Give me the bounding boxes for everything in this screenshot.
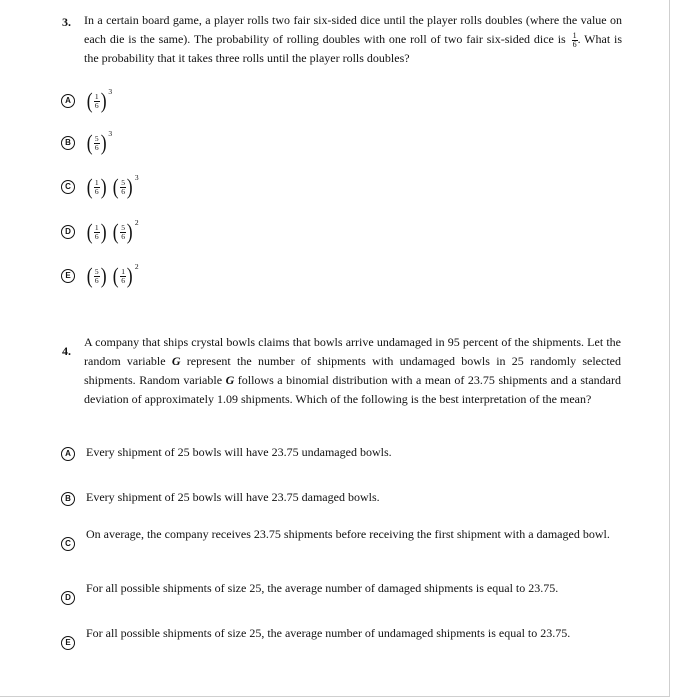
question-3-number: 3. (62, 15, 71, 29)
left-paren: ( (86, 174, 93, 199)
random-variable-g: G (171, 354, 181, 368)
choice-bubble-c[interactable]: C (61, 537, 75, 551)
fraction-numerator: 1 (121, 266, 125, 276)
choice-bubble-e[interactable]: E (61, 636, 75, 650)
fraction-term (112, 217, 139, 244)
fraction-denominator: 6 (94, 275, 99, 285)
right-paren: ) (127, 219, 134, 244)
fraction-numerator: 5 (94, 266, 99, 276)
fraction-denominator: 6 (121, 186, 125, 196)
choice-expression-a (86, 86, 116, 113)
fraction-denominator: 6 (94, 100, 99, 110)
right-paren: ) (100, 174, 107, 199)
choice-bubble-a[interactable]: A (61, 447, 75, 461)
choice-bubble-b[interactable]: B (61, 136, 75, 150)
fraction-numerator: 1 (94, 222, 99, 232)
fraction-numerator: 5 (94, 133, 99, 143)
choice-bubble-a[interactable]: A (61, 94, 75, 108)
left-paren: ( (86, 88, 93, 113)
fraction-term (86, 219, 108, 244)
fraction (120, 179, 126, 196)
fraction (120, 224, 126, 241)
question-3-text-part1: In a certain board game, a player rolls two fair six-sided dice until the player rolls doubles (where the value on each die is the same). The probability of rolling doubles with one roll of two fair six-sided dice is (84, 13, 622, 46)
question-4-text-c: follows a binomial distribution with a mean of 23.75 shipments and a standard deviation of approximately 1.09 shipments. Which of the following is the best interpretation of the mean? (84, 373, 621, 406)
choice-expression-c (86, 172, 143, 199)
exponent: 3 (134, 172, 139, 182)
exponent: 3 (108, 128, 113, 138)
choice-text-c: On average, the company receives 23.75 shipments before receiving the first shipment with a damaged bowl. (86, 527, 610, 541)
fraction-numerator: 1 (572, 30, 577, 40)
choice-text-d: For all possible shipments of size 25, the average number of damaged shipments is equal to 23.75. (86, 581, 559, 595)
fraction-denominator: 6 (94, 231, 99, 241)
fraction-numerator: 1 (94, 91, 99, 101)
choice-expression-d (86, 217, 143, 244)
left-paren: ( (86, 130, 93, 155)
fraction (94, 224, 100, 241)
fraction (120, 268, 126, 285)
fraction-term (112, 261, 139, 288)
choice-expression-e (86, 261, 143, 288)
fraction-term (86, 263, 108, 288)
question-4-number: 4. (62, 344, 71, 358)
fraction-denominator: 6 (94, 142, 99, 152)
fraction-denominator: 6 (572, 39, 577, 49)
fraction-denominator: 6 (121, 275, 125, 285)
right-paren: ) (100, 130, 107, 155)
left-paren: ( (113, 263, 120, 288)
left-paren: ( (113, 174, 120, 199)
fraction-numerator: 5 (121, 177, 125, 187)
choice-bubble-c[interactable]: C (61, 180, 75, 194)
left-paren: ( (86, 263, 93, 288)
exponent: 2 (134, 261, 139, 271)
exponent: 2 (134, 217, 139, 227)
right-paren: ) (127, 263, 134, 288)
choice-bubble-e[interactable]: E (61, 269, 75, 283)
question-3-text (84, 11, 622, 68)
fraction-term (112, 172, 139, 199)
fraction (94, 93, 100, 110)
fraction-term (86, 86, 113, 113)
fraction-denominator: 6 (94, 186, 99, 196)
question-4-text-a: A company that ships crystal bowls claims that bowls arrive undamaged in 95 percent of the shipments. Let the random variable (84, 335, 621, 368)
fraction-denominator: 6 (121, 231, 125, 241)
fraction (94, 135, 100, 152)
choice-expression-b (86, 128, 116, 155)
choice-text-b: Every shipment of 25 bowls will have 23.75 damaged bowls. (86, 490, 380, 504)
choice-text-e: For all possible shipments of size 25, the average number of undamaged shipments is equal to 23.75. (86, 626, 571, 640)
left-paren: ( (113, 219, 120, 244)
left-paren: ( (86, 219, 93, 244)
exponent: 3 (108, 86, 113, 96)
fraction-term (86, 174, 108, 199)
random-variable-g: G (225, 373, 235, 387)
choice-bubble-b[interactable]: B (61, 492, 75, 506)
right-paren: ) (127, 174, 134, 199)
fraction-term (86, 128, 113, 155)
fraction (94, 268, 100, 285)
question-4-text (84, 333, 621, 409)
fraction (94, 179, 100, 196)
choice-text-a: Every shipment of 25 bowls will have 23.75 undamaged bowls. (86, 445, 392, 459)
right-paren: ) (100, 88, 107, 113)
question-4-text-b: represent the number of shipments with undamaged bowls in 25 randomly selected shipments. Random variable (84, 354, 621, 387)
fraction-numerator: 5 (121, 222, 125, 232)
choice-bubble-d[interactable]: D (61, 591, 75, 605)
question-3-text-part2: . What is the probability that it takes three rolls until the player rolls doubles? (84, 32, 623, 65)
choice-bubble-d[interactable]: D (61, 225, 75, 239)
right-paren: ) (100, 219, 107, 244)
fraction-numerator: 1 (94, 177, 99, 187)
right-paren: ) (100, 263, 107, 288)
